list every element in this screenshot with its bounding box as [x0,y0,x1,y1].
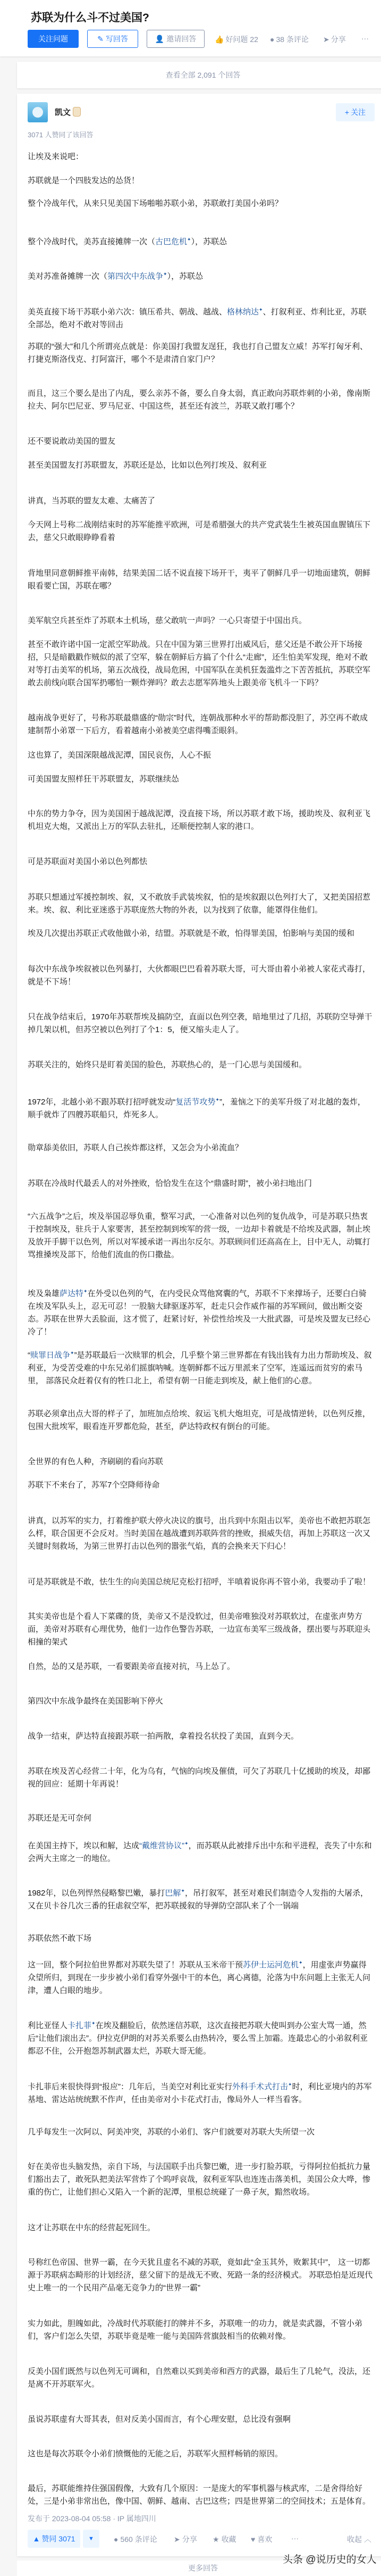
answer-paragraph [28,151,373,163]
paragraph-text: 苏联关注的，始终只是盯着美国的脸色，苏联热心的，是一门心思与美国缓和。 [28,1060,307,1069]
answer-paragraph [28,2126,373,2139]
answer-paragraph [28,1956,373,1997]
pencil-icon: ✎ [97,34,104,43]
paragraph-text: 背地里同意朝鲜推平南韩，结果美国二话不说直接下场开干，夷平了朝鲜几乎一切地面建筑，朝鲜眼看要亡国，苏联在哪？ [28,569,371,591]
answer-paragraph [28,1932,373,1945]
answer-paragraph [28,2160,373,2199]
answer-paragraph [28,1765,373,1791]
answer-paragraph [28,1730,373,1743]
answer-paragraph [28,1695,373,1708]
follow-author-button[interactable] [336,103,375,121]
answer-paragraph [28,927,373,940]
paragraph-text: 可是苏联面对美国小弟以色列都怯 [28,857,148,866]
answer-paragraph [28,638,373,689]
wiki-link[interactable]: 古巴危机 [155,237,188,246]
paragraph-text: 在外受以色列的气，在内受民众骂他窝囊的气，苏联不下来撑场子，还要白白骑在埃及军队头上，忍无可忍！一股脑大肆驱逐苏军，赶走只会作威作福的苏军顾问，做出断交姿态。苏联在世界大丢脸面，这才慌了，赶紧讨好，补偿性给埃及一大批武器，可是埃及盟友已经心冷了！ [28,1289,371,1336]
paragraph-text: 苏联就是一个四肢发达的怂货！ [28,176,140,185]
answer-paragraph [28,268,373,283]
upvote-button[interactable] [28,2530,80,2548]
search-spark-icon: ✦ [259,307,263,312]
search-spark-icon: ✦ [299,1960,303,1965]
paragraph-text: 今天网上号称二战刚结束时的苏军能推平欧洲，可是希腊强大的共产党武装生生被英国血腥镇压下去，慈父只敢眼睁睁看着 [28,520,371,542]
question-title: 苏联为什么斗不过美国? [31,12,149,24]
paragraph-text: 越南战争更好了，号称苏联最鼎盛的“勋宗”时代，连朝战那种水平的帮助都没胆了，苏空再不敢成建制帮小弟罩一下后方，看着越南小弟被美空虐得嘴歪眼斜。 [28,713,368,735]
follow-question-label: 关注问题 [38,35,68,43]
invite-user-icon: 👤 [155,34,165,43]
invite-answer-label: 邀请回答 [166,35,197,43]
wiki-link[interactable]: 卡扎菲 [67,2021,92,2030]
star-icon: ★ [213,2535,219,2544]
question-share-button[interactable] [323,34,346,45]
voters-count: 3071 人赞同了该回答 [28,131,94,139]
good-question-count: 好问题 22 [225,35,258,44]
paper-plane-icon: ➤ [323,35,329,44]
search-spark-icon: ✦ [70,1350,74,1356]
collapse-button[interactable] [347,2534,371,2545]
answer-paragraph [28,891,373,917]
more-answers-label[interactable]: 更多回答 [188,2564,218,2572]
answer-paragraph [28,855,373,868]
answer-paragraph [28,2365,373,2391]
paragraph-text: “六五战争”之后，埃及举国忍辱负重，整军习武，一心准备对以色列的复仇战争，可是苏联只热衷于控制埃及，驻兵于人家要害，甚至控制到埃军的营一级，一边却卡着就是不给埃及武器，制止埃及放开手脚干以色列，所以对军援承诺一再出尔反尔。苏联顾问们还高高在上，目中无人，动辄打骂推搡埃及部下，给他们流血的伤口撒盐。 [28,1212,371,1259]
invite-answer-button[interactable] [147,30,205,48]
wiki-link[interactable]: 苏伊士运河危机 [243,1960,299,1970]
question-share-label: 分享 [331,35,346,44]
answer-paragraph [28,2017,373,2058]
collapse-label: 收起 [347,2535,362,2544]
search-spark-icon: ✦ [184,1841,189,1846]
publish-info: 发布于 2023-08-04 05:58 · IP 属地四川 [28,2514,156,2523]
paragraph-text: 苏联还是无可奈何 [28,1814,92,1823]
paragraph-text: 几乎每发生一次阿以、阿美冲突，苏联的小弟们、客户们就要对苏联大失所望一次 [28,2128,315,2137]
paragraph-text: 这也是每次苏联令小弟们愤慨他的无能之后，苏联军火照样畅销的原因。 [28,2449,283,2458]
paragraph-text: 其实美帝也是个看人下菜碟的货，美帝又不是没软过，但美帝唯独没对苏联软过，在虚张声势方面，美帝对苏联有心理优势，他们一边作色警告苏联，一边宣布美军三级战备，摆出要与苏联迎头相撞的架式 [28,1612,371,1647]
paragraph-text: 苏联必须拿出点大哥的样子了，加班加点给埃、叙运飞机大炮坦克，可是战情逆转，以色列反推，包围大批埃军，眼看连开罗都危险，甚至，萨达特政权有倒台的可能。 [28,1409,371,1431]
paragraph-text: 埃及枭雄 [28,1289,60,1298]
answer-paragraph [28,2448,373,2461]
paragraph-text: ”，羞恼之下的美军升级了对北越的轰炸，顺手就炸了四艘苏联船只，炸死多人。 [28,1098,366,1119]
like-button[interactable] [251,2534,272,2545]
answer-paragraph [28,387,373,413]
paragraph-text: 这才让苏联在中东的经营起死回生。 [28,2223,156,2232]
heart-icon: ♥ [251,2535,256,2544]
paragraph-text: 而且，这三个要么是出了内乱，要么亲苏不备，要么自身太弱，真正敢向苏联炸刺的小弟，像南斯拉夫、阿尔巴尼亚、罗马尼亚、中国这些，甚至还有波兰，苏联又敢打哪个？ [28,389,371,411]
paragraph-text: 苏联的“强大”和几个所谓亮点就是：你美国打我盟友逞狂，我也打自己盟友立威！苏军打匈牙利、打捷克斯洛伐克、打阿富汗，哪个不是肃清自家门户？ [28,342,368,364]
paragraph-text: 利比亚怪人 [28,2021,68,2030]
paragraph-text: 自然，怂的又是苏联，一看要跟美帝直接对抗，马上怂了。 [28,1662,235,1671]
answer-paragraph [28,1210,373,1261]
answer-paragraph [28,614,373,627]
paragraph-text: 卡扎菲后来很快得到“报应”：几年后，当美空对利比亚实行 [28,2082,232,2091]
question-comments-button[interactable] [270,34,309,45]
paragraph-text: 这也算了，美国深限越战泥潭，国民哀伤，人心不振 [28,751,211,760]
answer-paragraph [28,233,373,248]
answer-paragraph [28,808,373,833]
answer-paragraph [28,1576,373,1589]
paragraph-text: 勋章舔美依旧，苏联人自己挨炸都这样，又怎会为小弟流血？ [28,1143,243,1152]
answer-paragraph [28,2078,373,2106]
paragraph-text: 埃及几次提出苏联正式收他做小弟，结盟。苏联就是不敢，怕得罪美国，怕影响与美国的缓和 [28,929,355,938]
wiki-link[interactable]: 第四次中东战争 [107,272,164,281]
answer-paragraph [28,1093,373,1121]
paragraph-text: 苏联在埃及苦心经营二十年，化为乌有，气恼的向埃及催债，可欠了苏联几十亿援助的埃及，却鄙视的回应：延期十年再说！ [28,1767,371,1789]
answer-paragraph [28,749,373,762]
paragraph-text: 美军航空兵甚至炸了苏联本土机场，慈父敢吭一声吗？一心只寄望于中国出兵。 [28,616,307,625]
answer-paragraph [28,1347,373,1387]
answer-paragraph [28,519,373,544]
author-avatar[interactable] [28,102,48,122]
answer-paragraph [28,2413,373,2426]
answer-paragraph [28,2482,373,2508]
answer-comments-button[interactable] [114,2534,157,2545]
paragraph-text: 战争一结束，萨达特直接跟苏联一拍两散，拿着投名状投了美国，直到今天。 [28,1732,299,1741]
paragraph-text: ”是苏联最后一次赎罪的机会，几乎整个第三世界都在有钱出钱有力出力帮助埃及、叙利亚，为受苦受难的中东兄弟们摇旗呐喊。连朝鲜都不远万里派来了空军，连遥远而贫穷的索马里， 部落民众赶着仅有的牲口北上，希望有朝一日能走到埃及，献上他们的心意。 [28,1351,372,1385]
paragraph-text: 甚至美国盟友打苏联盟友，苏联还是怂，比如以色列打埃及、叙利亚 [28,461,267,470]
wiki-link[interactable]: “戴维营协议” [139,1841,185,1850]
search-spark-icon: ✦ [91,2021,96,2026]
upvote-label: 赞同 3071 [41,2535,75,2543]
paragraph-text: 让埃及来说吧： [28,152,84,161]
wiki-link[interactable]: 格林纳达 [227,308,259,317]
answer-paragraph [28,1515,373,1553]
answer-paragraph [28,1177,373,1190]
downvote-button[interactable] [83,2530,99,2548]
paragraph-text: 整个冷战时代，美苏直接摊牌一次（ [28,237,156,246]
paragraph-text: ），苏联怂 [167,272,204,281]
answer-paragraph [28,2256,373,2295]
wiki-link[interactable]: 赎罪日战争 [30,1351,71,1360]
paragraph-text: 反美小国们既然与以色列无可调和，自然难以买到美帝和西方的武器，最后生了几轮气，没法，还是离不开苏联军火。 [28,2367,371,2389]
paragraph-text: ，而苏联从此被排斥出中东和平进程，丧失了中东和会两大主席之一的地位。 [28,1841,372,1863]
paragraph-text: 实力如此，胆魄如此，冷战时代苏联能打的牌并不多，苏联唯一的功力，就是卖武器，不管小弟们，客户们怎么失望，苏联毕竟是唯一能与美国阵营旗鼓相当的依赖对像。 [28,2319,363,2341]
paragraph-text: 中东的势力争夺，因为美国困于越战泥潭，没直接下场，所以苏联才敢下场，援助埃及、叙利亚飞机坦克大炮，又派出上万的军队去驻扎，还顺便控制人家的港口。 [28,809,371,831]
paragraph-text: 最后，苏联能维持住强国假像，大致有几个原因：一是庞大的军事机器与核武库，二是舍得给好处，三是小弟非常出色，像中国、朝鲜、越南、古巴这些；四是世界第二的空间技术；五是体育。 [28,2484,371,2506]
wiki-link[interactable]: 巴解 [165,1889,181,1898]
collect-button[interactable] [213,2534,236,2545]
like-label: 喜欢 [257,2535,273,2544]
triangle-down-icon: ▼ [88,2536,94,2542]
paragraph-text: 全世界的有色人种，齐刷刷的看向苏联 [28,1457,164,1466]
answer-paragraph [28,303,373,331]
comment-icon: ● [270,35,275,44]
paragraph-text: 时，利比亚境内的苏军基地、雷达站统统默不作声，任由美帝对小卡花式打击，像局外人一样当看客。 [28,2082,372,2104]
question-header [0,0,381,56]
author-name[interactable]: 凯文 [55,108,71,117]
answer-paragraph [28,1285,373,1339]
paragraph-text: 这一回，整个阿拉伯世界都对苏联失望了！苏联从玉米帝干预 [28,1960,243,1970]
paragraph-text: ，用虚张声势赢得众望所归，到现在一步步被小弟们看穿外强中干的本色，离心离德，沦落为中东问题上主张无人问津，遭人白眼的地步。 [28,1960,371,1995]
paper-plane-icon: ➤ [174,2535,180,2544]
wiki-link[interactable]: 萨达特 [60,1289,84,1298]
view-all-answers-link[interactable]: 查看全部 2,091 个回答 [17,62,381,88]
answer-paragraph [28,1059,373,1071]
paragraph-text: 还不要说敢动美国的盟友 [28,437,116,446]
answer-paragraph [28,2222,373,2234]
paragraph-text: 只在战争结束后，1970年苏联帮埃及搞防空，直面以色列空袭，暗地里过了几招，苏联防空导弹干掉几架以机，但苏空被以色列打了个1：5，便又缩头走人了。 [28,1012,372,1034]
answer-paragraph [28,1011,373,1036]
answer-paragraph [28,459,373,472]
paragraph-text: 苏联下不来台了，苏军7个空降师待命 [28,1481,160,1490]
answer-paragraph [28,495,373,508]
good-question-button[interactable] [215,34,258,45]
answer-paragraph [28,1837,373,1865]
paragraph-text: 虽说苏联虚有大哥其表，但对反美小国而言，有个心理安慰，总比没有强啊 [28,2415,291,2424]
paragraph-text: 苏联在冷战时代最丢人的对外挫败，恰恰发生在这个“鼎盛时期”，被小弟扫地出门 [28,1179,312,1188]
answer-paragraph [28,963,373,988]
plus-icon: + [344,108,350,117]
paragraph-text: 讲真，当苏联的盟友太难、太痛苦了 [28,496,156,505]
question-comments-count: 38 条评论 [276,35,309,44]
paragraph-text: ），苏联怂 [191,237,227,246]
answer-paragraph [28,1610,373,1649]
paragraph-text: 号称红色帝国、世界一霸，在今天犹且虚名不减的苏联，竟如此“金玉其外，败絮其中”， 这一切都源于苏联病态畸形的计划经济，慈父留下的是战无不败、死路一条的经济模式。 苏联恐怕是近现代史上唯一的一个民用产品毫无竞争力的“世界一霸” [28,2258,373,2292]
paragraph-text: 讲真，以苏军的实力，打着维护联大停火决议的旗号，出兵到中东阻击以军，美帝也不敢把苏联怎么样，联合国更不会反对。当时美国在越战遭到苏联阵营的挫败，损威失信，再加上苏联这一次又关键时刻救场，为第三世界打击以色列的嚣张气焰，真的会换来天下归心！ [28,1516,371,1551]
watermark: 头条 @说历史的女人 [283,2554,377,2565]
triangle-up-icon: ▲ [32,2535,40,2543]
answer-comments-count: 560 条评论 [120,2535,157,2544]
answer-paragraph [28,712,373,737]
paragraph-text: 在美国主持下，埃以和解，达成 [28,1841,140,1850]
wiki-link[interactable]: 外科手术式打击 [232,2082,289,2091]
paragraph-text: 美对苏准备摊牌一次（ [28,272,108,281]
paragraph-text: 可是苏联就是不敢，怯生生的向美国总统尼克松打招呼，半嗔着说你再不管小弟，我要动手了啦！ [28,1577,371,1586]
author-badge-icon [73,107,81,117]
paragraph-text: “ [28,1351,30,1360]
thumbs-up-icon: 👍 [215,35,224,44]
answer-paragraph [28,1884,373,1913]
write-answer-button[interactable] [87,30,138,48]
paragraph-text: 可美国盟友照样狂干苏联盟友，苏联继续怂 [28,775,180,784]
paragraph-text: 1982年，以色列悍然侵略黎巴嫩，暴打 [28,1889,165,1898]
answer-paragraph [28,197,373,210]
search-spark-icon: ✦ [83,1289,88,1294]
answer-paragraph [28,174,373,187]
answer-action-bar [28,2530,373,2548]
answer-paragraph [28,1479,373,1492]
search-spark-icon: ✦ [187,237,191,242]
wiki-link[interactable]: 复活节攻势 [175,1098,216,1107]
paragraph-text: 、打叙利亚、炸利比亚，苏联全部怂，绝对不敢对等回击 [28,308,367,329]
comment-icon: ● [114,2535,118,2544]
chevron-up-icon: ︿ [364,2535,371,2544]
paragraph-text: ，吊打叙军，甚至对难民们制造令人发指的大屠杀，又在贝卡谷几次三番的狂虐叙空军，把苏联援叙的导弹防空部队来了个一锅端 [28,1889,368,1910]
paragraph-text: 在埃及翻脸后，依然迷信苏联，这次直接把苏联大使叫到办公室大骂一通，然后“让他们滚出去”。伊拉克伊朗的对苏关系要么由热转冷，要么雪上加霜。连最忠心的小弟叙利亚都忍不住，公开抱怨苏制武器太烂，苏联大哥无能。 [28,2021,368,2056]
answer-paragraph [28,1660,373,1673]
paragraph-text: 好在美帝也头脑发热，亲自下场，与法国联手出兵黎巴嫩，进一步打脸苏联，亏得阿拉伯抵抗力量们豁出去了，敢死队把美法军营炸了个呜呼哀哉，叙利亚军队也连连击落美机，美国公众大哗，惨重的伤亡，让他们担心又陷入一个新的泥潭，里根总统碰了一鼻子灰，黯然收场。 [28,2162,371,2197]
answer-paragraph [28,1408,373,1433]
paragraph-text: 每次中东战争埃叙被以色列暴打，大伙都眼巴巴看着苏联大哥，可大哥由着小弟被人家花式毒打，就是不下场！ [28,965,371,986]
answer-paragraph [28,1456,373,1468]
collect-label: 收藏 [221,2535,236,2544]
answer-share-label: 分享 [182,2535,197,2544]
answer-paragraph [28,435,373,448]
search-spark-icon: ✦ [215,1097,219,1102]
answer-paragraph [28,773,373,786]
answer-paragraph [28,1142,373,1154]
paragraph-text: 1972年，北越小弟不跟苏联打招呼就发动“ [28,1098,176,1107]
write-answer-label: 写回答 [105,35,128,43]
paragraph-text: 整个冷战年代，从来只见美国下场啪啪苏联小弟，苏联敢打美国小弟吗？ [28,199,283,208]
paragraph-text: 美英直接下场干苏联小弟六次：镇压希共、朝战、越战、 [28,308,227,317]
paragraph-text: 第四次中东战争最终在美国影响下停火 [28,1697,164,1706]
follow-author-label: 关注 [351,108,366,117]
search-spark-icon: ✦ [163,271,167,277]
answer-paragraph [28,340,373,366]
answer-more-button[interactable]: ··· [291,2534,299,2542]
question-more-button[interactable]: ··· [361,34,369,43]
search-spark-icon: ✦ [181,1888,185,1893]
paragraph-text: 苏联依然不敢下场 [28,1934,92,1943]
answer-paragraph [28,2317,373,2343]
answer-paragraph [28,1812,373,1825]
paragraph-text: 甚至不敢许诺中国一定派空军助战。只在中国为第三世界打出威风后，慈父还是不敢公开下场接招，只是暗戳戳作贼似的派了空军，躲在朝鲜后方搞了个什么“走廊”，还生怕美军发现，绝对不敢对等打击美军的机场，第五次战役，战局危困，中国军队在美机狂轰滥炸之下苦苦抵抗，苏联空军敢去前线向联合国军扔哪怕一颗炸弹吗？敢去志愿军阵地头上跟美帝飞机斗一下吗？ [28,640,371,687]
answer-share-button[interactable] [174,2534,197,2545]
follow-question-button[interactable] [28,30,79,48]
search-spark-icon: ✦ [288,2082,292,2087]
paragraph-text: 苏联只想通过军援控制埃、叙，又不敢放手武装埃叙，怕的是埃叙跟以色列打大了，又把美国招惹来。埃、叙、利比亚迷惑于苏联庞然大物的外表，以为找到了依靠，能罩得住他们。 [28,893,371,915]
answer-paragraph [28,567,373,593]
